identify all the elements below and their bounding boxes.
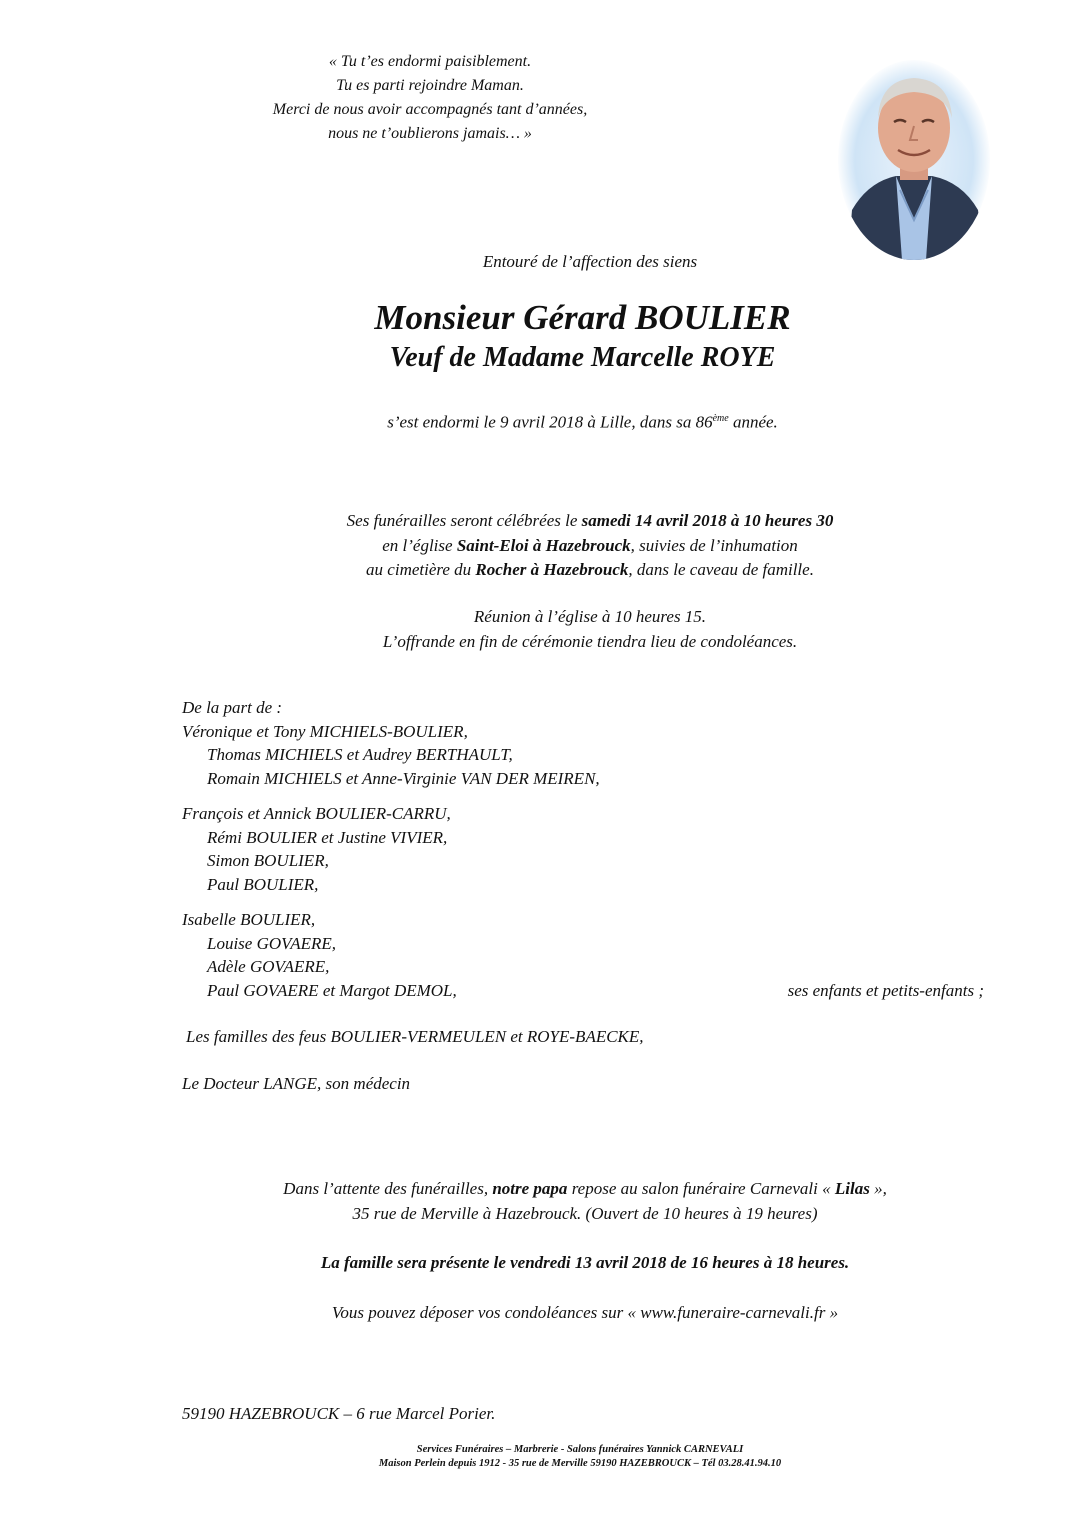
address-line: 59190 HAZEBROUCK – 6 rue Marcel Porier. xyxy=(182,1404,496,1423)
funeral-text: au cimetière du xyxy=(366,560,476,579)
condolences-line: Vous pouvez déposer vos condoléances sur « www.funeraire-carnevali.fr » xyxy=(331,1303,839,1322)
family-header: De la part de : xyxy=(182,698,283,717)
meeting-line: L’offrande en fin de cérémonie tiendra lieu de condoléances. xyxy=(382,631,798,651)
doctor-line: Le Docteur LANGE, son médecin xyxy=(182,1073,411,1093)
funeral-line-2 xyxy=(230,534,950,559)
salon-text: repose au salon funéraire Carnevali « xyxy=(567,1179,835,1198)
death-line xyxy=(280,406,885,436)
poem-line: « Tu t’es endormi paisiblement. xyxy=(328,53,532,70)
death-suffix: année. xyxy=(728,412,778,432)
funeral-date: samedi 14 avril 2018 à 10 heures 30 xyxy=(581,511,834,530)
family-presence: La famille sera présente le vendredi 13 avril 2018 de 16 heures à 18 heures. xyxy=(320,1253,850,1272)
family-member: Rémi BOULIER et Justine VIVIER, xyxy=(207,827,448,847)
family-member: Véronique et Tony MICHIELS-BOULIER, xyxy=(182,721,468,741)
salon-info xyxy=(180,1177,990,1226)
poem xyxy=(180,50,680,146)
death-text: s’est endormi le 9 avril 2018 à Lille, dans sa 86 xyxy=(387,412,713,432)
footer xyxy=(230,1443,930,1471)
funeral-text: en l’église xyxy=(382,535,457,555)
funeral-text: Ses funérailles seront célébrées le xyxy=(346,511,582,530)
family-list xyxy=(182,696,1002,1095)
salon-text: Dans l’attente des funérailles, xyxy=(283,1179,493,1198)
salon-text: », xyxy=(869,1179,887,1198)
family-member-last xyxy=(182,979,1002,1003)
intro-line: Entouré de l’affection des siens xyxy=(482,252,698,271)
death-ordinal: ème xyxy=(712,413,729,424)
family-member: François et Annick BOULIER-CARRU, xyxy=(182,804,451,823)
cemetery-name: Rocher à Hazebrouck xyxy=(475,560,629,579)
funeral-line-3 xyxy=(230,558,950,583)
footer-line: Maison Perlein depuis 1912 - 35 rue de Merville 59190 HAZEBROUCK – Tél 03.28.41.94.10 xyxy=(378,1458,782,1469)
family-member: Isabelle BOULIER, xyxy=(182,910,316,929)
salon-emphasis: notre papa xyxy=(492,1179,568,1198)
family-member: Adèle GOVAERE, xyxy=(207,957,330,976)
portrait-illustration xyxy=(838,60,990,260)
footer-line: Services Funéraires – Marbrerie - Salons funéraires Yannick CARNEVALI xyxy=(416,1444,744,1455)
family-member: Thomas MICHIELS et Audrey BERTHAULT, xyxy=(207,745,513,764)
funeral-details xyxy=(230,509,950,583)
extended-families: Les familles des feus BOULIER-VERMEULEN et ROYE-BAECKE, xyxy=(186,1027,644,1046)
deceased-name: Monsieur Gérard BOULIER xyxy=(374,298,791,337)
family-member: Louise GOVAERE, xyxy=(207,933,337,953)
family-member: Paul GOVAERE et Margot DEMOL, xyxy=(207,980,457,1000)
widow-line: Veuf de Madame Marcelle ROYE xyxy=(389,342,776,373)
meeting-line: Réunion à l’église à 10 heures 15. xyxy=(473,607,707,626)
church-name: Saint-Eloi à Hazebrouck xyxy=(456,535,631,555)
poem-line: nous ne t’oublierons jamais… » xyxy=(328,125,532,142)
salon-line-1 xyxy=(180,1177,990,1202)
funeral-text: , dans le caveau de famille. xyxy=(628,560,814,579)
relation-note: ses enfants et petits-enfants ; xyxy=(787,980,984,1000)
portrait-photo xyxy=(838,60,990,260)
meeting-info xyxy=(230,605,950,654)
family-member: Paul BOULIER, xyxy=(207,874,319,894)
family-member: Simon BOULIER, xyxy=(207,851,329,870)
salon-line-2: 35 rue de Merville à Hazebrouck. (Ouvert de 10 heures à 19 heures) xyxy=(352,1203,818,1223)
family-member: Romain MICHIELS et Anne-Virginie VAN DER MEIREN, xyxy=(207,768,600,788)
funeral-text: , suivies de l’inhumation xyxy=(630,535,798,555)
salon-name: Lilas xyxy=(834,1179,870,1198)
poem-line: Merci de nous avoir accompagnés tant d’années, xyxy=(272,101,588,118)
poem-line: Tu es parti rejoindre Maman. xyxy=(336,77,524,94)
funeral-line-1 xyxy=(230,509,950,534)
